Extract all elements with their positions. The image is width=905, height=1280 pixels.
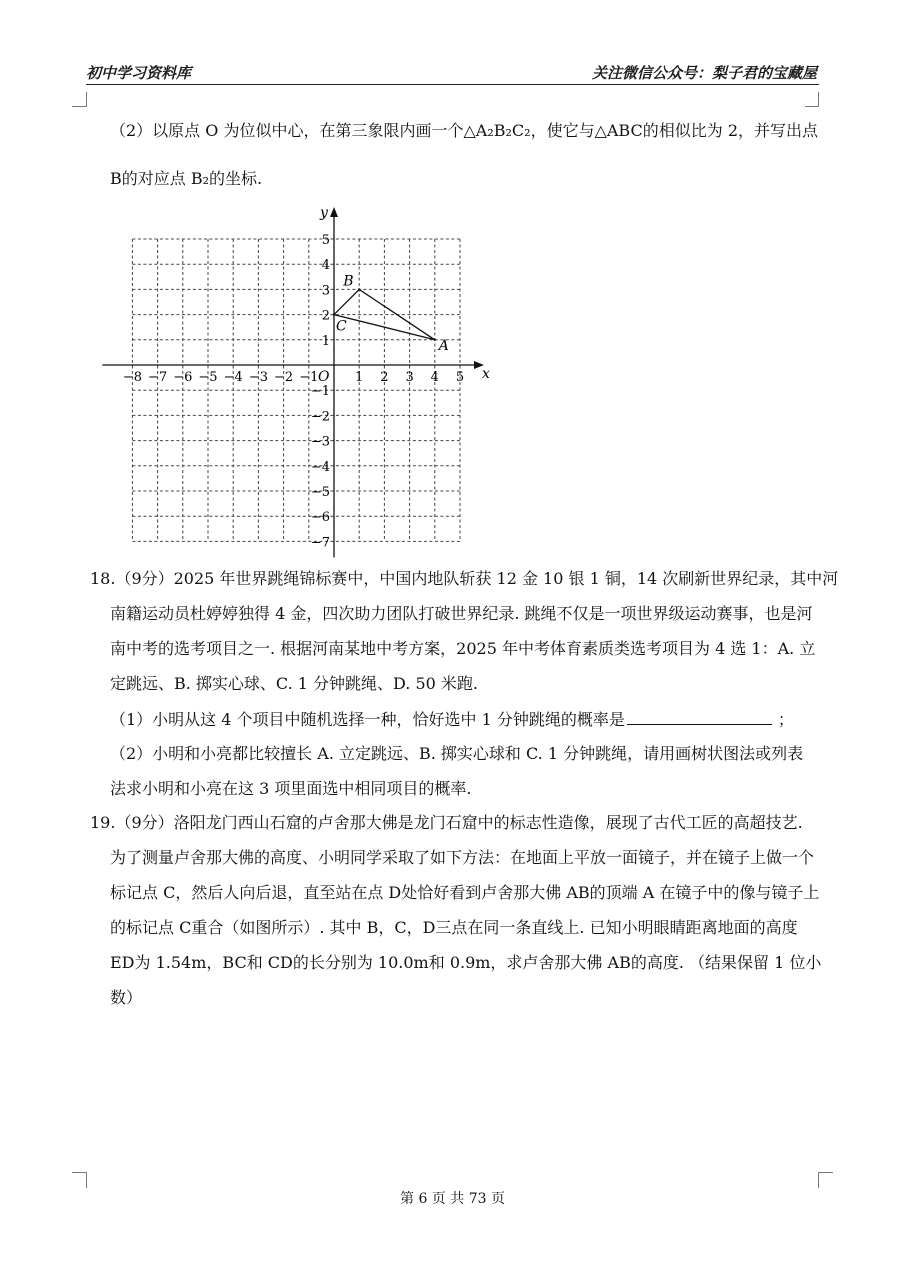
y-tick-label: −2 (310, 409, 330, 425)
x-tick-label: 3 (405, 370, 414, 385)
x-tick-label: 1 (355, 370, 364, 385)
corner-mark-bottom-right (818, 1172, 819, 1188)
q18-line3: 南中考的选考项目之一. 根据河南某地中考方案，2025 年中考体育素质类选考项目为 4 选 1：A. 立 (110, 639, 816, 658)
header-rule (86, 84, 819, 85)
corner-mark-top-left-h (72, 106, 86, 107)
x-tick-label: −3 (248, 370, 268, 385)
q19-line6: 数） (110, 988, 143, 1007)
y-tick-label: 3 (321, 283, 330, 299)
q17-part2-line1: （2）以原点 O 为位似中心，在第三象限内画一个△A₂B₂C₂，使它与△ABC的相似比为 2，并写出点 (110, 121, 818, 140)
x-tick-label: −4 (223, 370, 243, 385)
y-tick-label: −1 (310, 384, 330, 400)
y-tick-label: 1 (321, 333, 330, 349)
y-tick-label: 4 (321, 258, 330, 274)
y-tick-label: −5 (310, 485, 330, 500)
x-tick-label: −7 (148, 370, 168, 385)
point-b (358, 288, 360, 290)
q19-line4: 的标记点 C重合（如图所示）. 其中 B，C，D三点在同一条直线上. 已知小明眼睛距离地面的高度 (110, 918, 798, 937)
x-tick-label: 2 (380, 370, 389, 385)
q19-line1: 19.（9分）洛阳龙门西山石窟的卢舍那大佛是龙门石窟中的标志性造像，展现了古代工匠的高超技艺. (90, 813, 803, 832)
y-tick-label: 2 (321, 308, 330, 324)
x-tick-label: −2 (274, 370, 294, 385)
y-axis-arrow (330, 207, 338, 217)
corner-mark-top-right (818, 92, 819, 106)
header-left-title: 初中学习资料库 (86, 64, 192, 82)
point-label-c: C (336, 318, 347, 335)
corner-mark-bottom-left-h (72, 1172, 86, 1173)
y-tick-label: −6 (310, 510, 330, 526)
corner-mark-bottom-left (86, 1172, 87, 1188)
x-tick-label: −5 (198, 370, 218, 385)
coordinate-grid-chart (100, 205, 500, 565)
point-label-b: B (343, 273, 354, 290)
x-tick-label: −1 (299, 370, 319, 385)
q19-line2: 为了测量卢舍那大佛的高度、小明同学采取了如下方法：在地面上平放一面镜子，并在镜子上做一个 (110, 848, 815, 867)
origin-label: O (318, 369, 330, 385)
q18-part1-text: （1）小明从这 4 个项目中随机选择一种，恰好选中 1 分钟跳绳的概率是 (110, 710, 625, 729)
x-axis-label: x (482, 366, 490, 382)
q19-line5: ED为 1.54m，BC和 CD的长分别为 10.0m和 0.9m，求卢舍那大佛 AB的高度. （结果保留 1 位小 (110, 953, 822, 972)
y-tick-label: −3 (310, 434, 330, 450)
corner-mark-top-right-h (805, 106, 819, 107)
q19-line3: 标记点 C，然后人向后退，直至站在点 D处恰好看到卢舍那大佛 AB的顶端 A 在镜子中的像与镜子上 (110, 883, 820, 902)
point-c (333, 313, 335, 315)
y-tick-label: −4 (310, 459, 330, 475)
x-tick-label: −8 (122, 370, 142, 385)
header-right-title: 关注微信公众号：梨子君的宝藏屋 (591, 64, 817, 82)
point-a (434, 339, 436, 341)
q18-part2-line1: （2）小明和小亮都比较擅长 A. 立定跳远、B. 掷实心球和 C. 1 分钟跳绳，请用画树状图法或列表 (110, 744, 804, 763)
y-axis-label: y (320, 205, 328, 221)
y-tick-label: 5 (321, 233, 330, 248)
q18-line4: 定跳远、B. 掷实心球、C. 1 分钟跳绳、D. 50 米跑. (110, 674, 479, 693)
q18-part1 (110, 708, 794, 731)
x-tick-label: 4 (430, 370, 439, 385)
q18-line1: 18.（9分）2025 年世界跳绳锦标赛中，中国内地队斩获 12 金 10 银 1 铜，14 次刷新世界纪录，其中河 (90, 569, 839, 588)
q18-part1-end: ； (777, 710, 794, 729)
answer-blank (627, 708, 772, 725)
page-footer: 第 6 页 共 73 页 (400, 1191, 505, 1207)
corner-mark-top-left (86, 92, 87, 107)
q17-part2-line2: B的对应点 B₂的坐标. (110, 169, 263, 188)
point-label-a: A (438, 337, 449, 354)
x-tick-label: 5 (455, 370, 465, 385)
corner-mark-bottom-right-h (819, 1172, 833, 1173)
y-tick-label: −7 (310, 535, 330, 551)
q18-line2: 南籍运动员杜婷婷独得 4 金，四次助力团队打破世界纪录. 跳绳不仅是一项世界级运动赛事，也是河 (110, 604, 813, 623)
q18-part2-line2: 法求小明和小亮在这 3 项里面选中相同项目的概率. (110, 779, 472, 798)
x-tick-label: −6 (173, 370, 193, 385)
